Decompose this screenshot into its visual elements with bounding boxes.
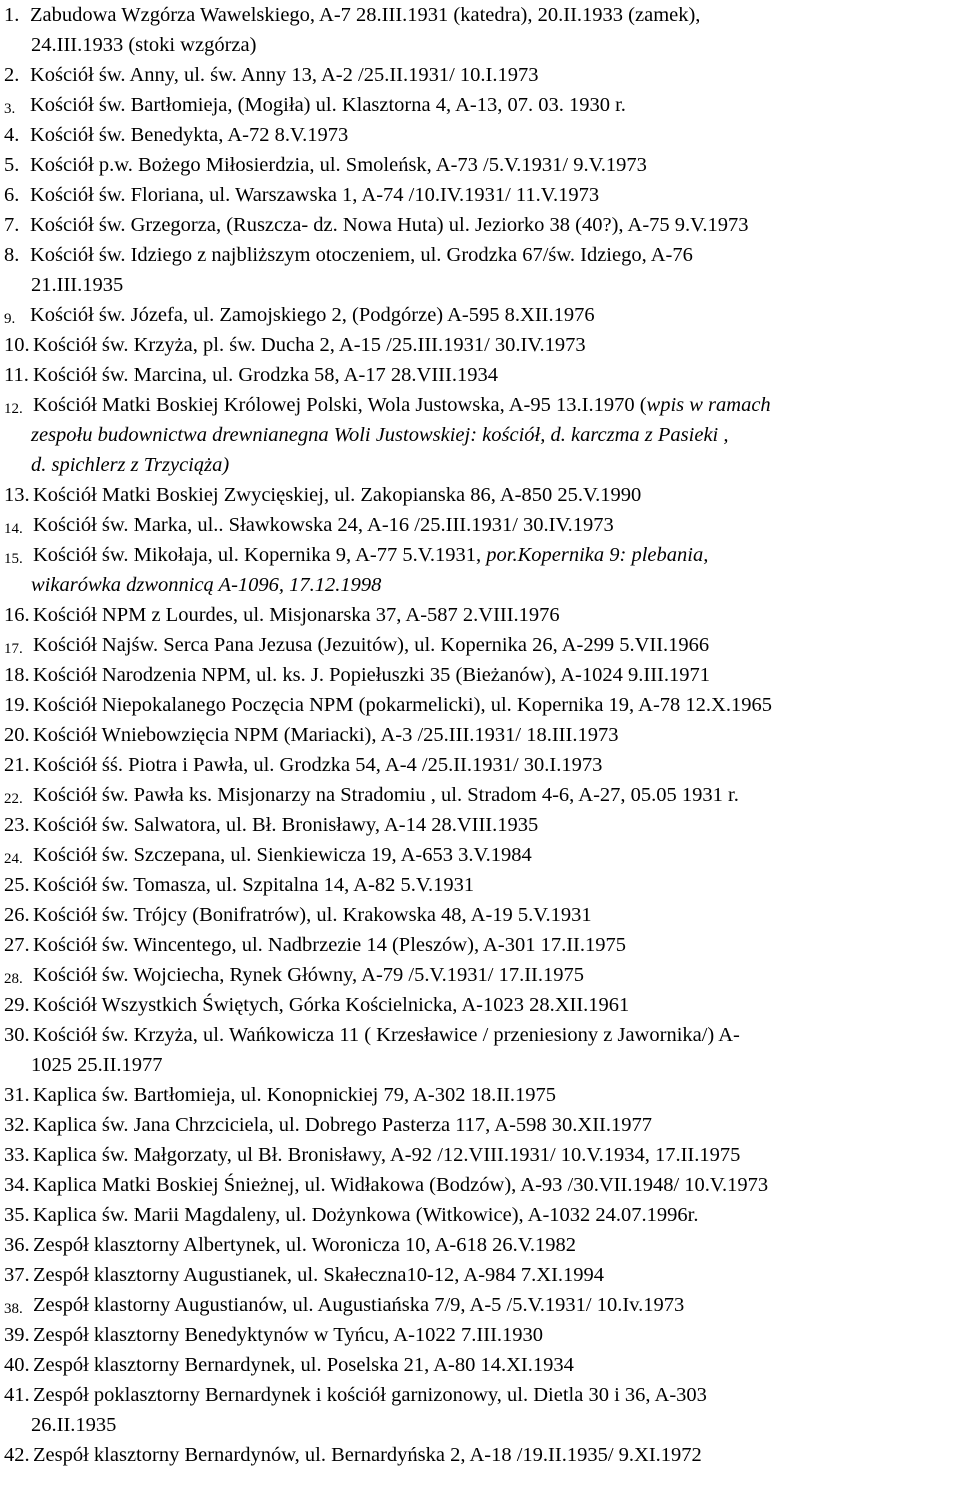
text-run: Kościół Narodzenia NPM, ul. ks. J. Popiełuszki 35 (Bieżanów), A-1024 9.III.1971 [33, 664, 710, 686]
text-run: Zespół klasztorny Bernardynów, ul. Bernardyńska 2, A-18 /19.II.1935/ 9.XI.1972 [33, 1444, 702, 1466]
text-run: Zespół klasztorny Augustianek, ul. Skałeczna10-12, A-984 7.XI.1994 [33, 1264, 605, 1286]
text-run: Kościół św. Krzyża, ul. Wańkowicza 11 ( Krzesławice / przeniesiony z Jawornika/) A- [33, 1024, 740, 1046]
text-run: Kościół Wniebowzięcia NPM (Mariacki), A-3 /25.III.1931/ 18.III.1973 [33, 724, 619, 746]
item-text [0, 210, 960, 240]
item-text [0, 60, 960, 90]
text-run: Kaplica św. Małgorzaty, ul Bł. Bronisławy, A-92 /12.VIII.1931/ 10.V.1934, 17.II.1975 [33, 1144, 741, 1166]
item-text [0, 870, 960, 900]
text-run: Kościół św. Wojciecha, Rynek Główny, A-79 /5.V.1931/ 17.II.1975 [33, 964, 584, 986]
list-item [0, 120, 960, 150]
list-item [0, 1320, 960, 1350]
text-run: Kościół św. Floriana, ul. Warszawska 1, A-74 /10.IV.1931/ 11.V.1973 [30, 184, 600, 206]
text-run: Kościół św. Trójcy (Bonifratrów), ul. Krakowska 48, A-19 5.V.1931 [33, 904, 592, 926]
item-number: 29. [4, 994, 30, 1016]
text-run: Kaplica św. Marii Magdaleny, ul. Dożynkowa (Witkowice), A-1032 24.07.1996r. [33, 1204, 699, 1226]
list-item [0, 600, 960, 630]
item-text-continuation [0, 420, 960, 450]
text-run: Kościół NPM z Lourdes, ul. Misjonarska 37, A-587 2.VIII.1976 [33, 604, 560, 626]
item-text [0, 120, 960, 150]
text-run: Kościół śś. Piotra i Pawła, ul. Grodzka 54, A-4 /25.II.1931/ 30.I.1973 [33, 754, 603, 776]
item-number: 41. [4, 1384, 30, 1406]
item-number: 18. [4, 664, 30, 686]
list-item [0, 810, 960, 840]
item-text [0, 1260, 960, 1290]
item-text [0, 600, 960, 630]
list-item [0, 390, 960, 480]
text-run: Kościół p.w. Bożego Miłosierdzia, ul. Smoleńsk, A-73 /5.V.1931/ 9.V.1973 [30, 154, 647, 176]
item-number: 14. [4, 521, 23, 537]
list-item [0, 720, 960, 750]
item-text [0, 300, 960, 330]
list-item [0, 1230, 960, 1260]
item-text [0, 1080, 960, 1110]
item-text [0, 690, 960, 720]
text-run: Kościół św. Józefa, ul. Zamojskiego 2, (Podgórze) A-595 8.XII.1976 [30, 304, 595, 326]
item-text [0, 390, 960, 420]
item-number: 16. [4, 604, 30, 626]
text-run: Kościół św. Anny, ul. św. Anny 13, A-2 /25.II.1931/ 10.I.1973 [30, 64, 539, 86]
item-text-continuation [0, 450, 960, 480]
item-number: 25. [4, 874, 30, 896]
item-text [0, 1200, 960, 1230]
item-number: 31. [4, 1084, 30, 1106]
item-text [0, 1020, 960, 1050]
item-number: 3. [4, 101, 16, 117]
text-run: 26.II.1935 [31, 1414, 117, 1436]
text-run: Kościół św. Idziego z najbliższym otoczeniem, ul. Grodzka 67/św. Idziego, A-76 [30, 244, 693, 266]
item-number: 1. [4, 4, 20, 26]
list-item [0, 90, 960, 120]
text-run: Kaplica św. Jana Chrzciciela, ul. Dobrego Pasterza 117, A-598 30.XII.1977 [33, 1114, 652, 1136]
list-item [0, 990, 960, 1020]
item-number: 9. [4, 311, 16, 327]
item-text-continuation [0, 1410, 960, 1440]
list-item [0, 1020, 960, 1080]
text-run: Kościół Niepokalanego Poczęcia NPM (pokarmelicki), ul. Kopernika 19, A-78 12.X.1965 [33, 694, 772, 716]
item-text [0, 810, 960, 840]
item-number: 42. [4, 1444, 30, 1466]
list-item [0, 210, 960, 240]
item-text [0, 750, 960, 780]
item-text [0, 240, 960, 270]
text-run: Zespół klasztorny Bernardynek, ul. Poselska 21, A-80 14.XI.1934 [33, 1354, 574, 1376]
item-text [0, 330, 960, 360]
item-number: 5. [4, 154, 20, 176]
text-run: Kaplica Matki Boskiej Śnieżnej, ul. Widłakowa (Bodzów), A-93 /30.VII.1948/ 10.V.1973 [33, 1174, 769, 1196]
item-text [0, 180, 960, 210]
list-item [0, 240, 960, 300]
item-number: 6. [4, 184, 20, 206]
list-item [0, 840, 960, 870]
item-number: 23. [4, 814, 30, 836]
item-number: 39. [4, 1324, 30, 1346]
item-text [0, 1320, 960, 1350]
item-text-continuation [0, 1050, 960, 1080]
item-text [0, 1290, 960, 1320]
list-item [0, 60, 960, 90]
list-item [0, 540, 960, 600]
item-text [0, 1140, 960, 1170]
item-number: 7. [4, 214, 20, 236]
item-text-continuation [0, 570, 960, 600]
item-text [0, 900, 960, 930]
list-item [0, 180, 960, 210]
item-text [0, 1350, 960, 1380]
item-text [0, 1230, 960, 1260]
text-run: Kościół św. Krzyża, pl. św. Ducha 2, A-15 /25.III.1931/ 30.IV.1973 [33, 334, 586, 356]
list-item [0, 1140, 960, 1170]
text-run: Kościół św. Benedykta, A-72 8.V.1973 [30, 124, 349, 146]
item-number: 37. [4, 1264, 30, 1286]
list-item [0, 630, 960, 660]
item-number: 33. [4, 1144, 30, 1166]
text-run: Kaplica św. Bartłomieja, ul. Konopnickiej 79, A-302 18.II.1975 [33, 1084, 557, 1106]
item-number: 11. [4, 364, 29, 386]
text-run: Zabudowa Wzgórza Wawelskiego, A-7 28.III.1931 (katedra), 20.II.1933 (zamek), [30, 4, 701, 26]
item-number: 34. [4, 1174, 30, 1196]
item-number: 12. [4, 401, 23, 417]
list-item [0, 1170, 960, 1200]
list-item [0, 1200, 960, 1230]
item-number: 21. [4, 754, 30, 776]
item-number: 4. [4, 124, 20, 146]
item-number: 22. [4, 791, 23, 807]
list-item [0, 510, 960, 540]
item-text [0, 480, 960, 510]
list-item [0, 1380, 960, 1440]
text-run: Kościół św. Marka, ul.. Sławkowska 24, A-16 /25.III.1931/ 30.IV.1973 [33, 514, 614, 536]
text-run: Kościół Matki Boskiej Zwycięskiej, ul. Zakopianska 86, A-850 25.V.1990 [33, 484, 642, 506]
item-text [0, 510, 960, 540]
italic-note: d. spichlerz z Trzyciąża) [31, 454, 230, 476]
text-run: Zespół klasztorny Benedyktynów w Tyńcu, A-1022 7.III.1930 [33, 1324, 544, 1346]
item-text [0, 150, 960, 180]
text-run: Kościół św. Grzegorza, (Ruszcza- dz. Nowa Huta) ul. Jeziorko 38 (40?), A-75 9.V.1973 [30, 214, 749, 236]
item-number: 26. [4, 904, 30, 926]
list-item [0, 900, 960, 930]
item-number: 15. [4, 551, 23, 567]
text-run: Kościół św. Pawła ks. Misjonarzy na Stradomiu , ul. Stradom 4-6, A-27, 05.05 1931 r. [33, 784, 739, 806]
item-number: 10. [4, 334, 30, 356]
list-item [0, 1440, 960, 1470]
item-text [0, 1380, 960, 1410]
item-number: 28. [4, 971, 23, 987]
item-number: 24. [4, 851, 23, 867]
item-number: 19. [4, 694, 30, 716]
text-run: Kościół św. Wincentego, ul. Nadbrzezie 14 (Pleszów), A-301 17.II.1975 [33, 934, 626, 956]
text-run: 21.III.1935 [31, 274, 124, 296]
text-run: Kościół św. Tomasza, ul. Szpitalna 14, A-82 5.V.1931 [33, 874, 475, 896]
text-run: Kościół Wszystkich Świętych, Górka Kościelnicka, A-1023 28.XII.1961 [33, 994, 630, 1016]
item-text [0, 360, 960, 390]
list-item [0, 930, 960, 960]
item-number: 8. [4, 244, 20, 266]
item-text [0, 1440, 960, 1470]
item-number: 40. [4, 1354, 30, 1376]
list-item [0, 360, 960, 390]
list-item [0, 660, 960, 690]
list-item [0, 0, 960, 60]
text-run: 24.III.1933 (stoki wzgórza) [31, 34, 257, 56]
list-item [0, 870, 960, 900]
text-run: Zespół klasztorny Albertynek, ul. Woronicza 10, A-618 26.V.1982 [33, 1234, 577, 1256]
item-text [0, 0, 960, 30]
item-text [0, 660, 960, 690]
item-number: 20. [4, 724, 30, 746]
item-text [0, 540, 960, 570]
item-number: 30. [4, 1024, 30, 1046]
text-run: Kościół św. Mikołaja, ul. Kopernika 9, A-77 5.V.1931, [33, 544, 487, 566]
list-item [0, 150, 960, 180]
list-item [0, 300, 960, 330]
text-run: Zespół poklasztorny Bernardynek i kościół garnizonowy, ul. Dietla 30 i 36, A-303 [33, 1384, 707, 1406]
italic-note: por.Kopernika 9: plebania, [486, 544, 709, 566]
item-text [0, 930, 960, 960]
list-item [0, 330, 960, 360]
list-item [0, 1290, 960, 1320]
list-item [0, 1110, 960, 1140]
text-run: 1025 25.II.1977 [31, 1054, 163, 1076]
list-item [0, 480, 960, 510]
item-text [0, 990, 960, 1020]
item-text [0, 720, 960, 750]
item-number: 27. [4, 934, 30, 956]
text-run: Kościół św. Szczepana, ul. Sienkiewicza 19, A-653 3.V.1984 [33, 844, 532, 866]
item-text [0, 90, 960, 120]
text-run: Kościół św. Bartłomieja, (Mogiła) ul. Klasztorna 4, A-13, 07. 03. 1930 r. [30, 94, 626, 116]
item-text [0, 1110, 960, 1140]
text-run: Kościół św. Salwatora, ul. Bł. Bronisławy, A-14 28.VIII.1935 [33, 814, 539, 836]
item-text [0, 780, 960, 810]
text-run: Zespół klastorny Augustianów, ul. Augustiańska 7/9, A-5 /5.V.1931/ 10.Iv.1973 [33, 1294, 685, 1316]
item-number: 35. [4, 1204, 30, 1226]
list-item [0, 1080, 960, 1110]
item-number: 32. [4, 1114, 30, 1136]
list-item [0, 1350, 960, 1380]
list-item [0, 690, 960, 720]
item-number: 13. [4, 484, 30, 506]
list-item [0, 1260, 960, 1290]
item-text [0, 960, 960, 990]
item-text-continuation [0, 30, 960, 60]
text-run: Kościół Najśw. Serca Pana Jezusa (Jezuitów), ul. Kopernika 26, A-299 5.VII.1966 [33, 634, 710, 656]
text-run: Kościół św. Marcina, ul. Grodzka 58, A-17 28.VIII.1934 [33, 364, 498, 386]
list-item [0, 960, 960, 990]
italic-note: wpis w ramach [646, 394, 771, 416]
item-text-continuation [0, 270, 960, 300]
item-number: 36. [4, 1234, 30, 1256]
item-number: 2. [4, 64, 20, 86]
item-text [0, 840, 960, 870]
item-text [0, 1170, 960, 1200]
item-text [0, 630, 960, 660]
italic-note: zespołu budownictwa drewnianegna Woli Justowskiej: kościół, d. karczma z Pasieki , [31, 424, 729, 446]
item-number: 38. [4, 1301, 23, 1317]
text-run: Kościół Matki Boskiej Królowej Polski, Wola Justowska, A-95 13.I.1970 ( [33, 394, 647, 416]
item-number: 17. [4, 641, 23, 657]
list-item [0, 750, 960, 780]
list-item [0, 780, 960, 810]
italic-note: wikarówka dzwonnicą A-1096, 17.12.1998 [31, 574, 382, 596]
